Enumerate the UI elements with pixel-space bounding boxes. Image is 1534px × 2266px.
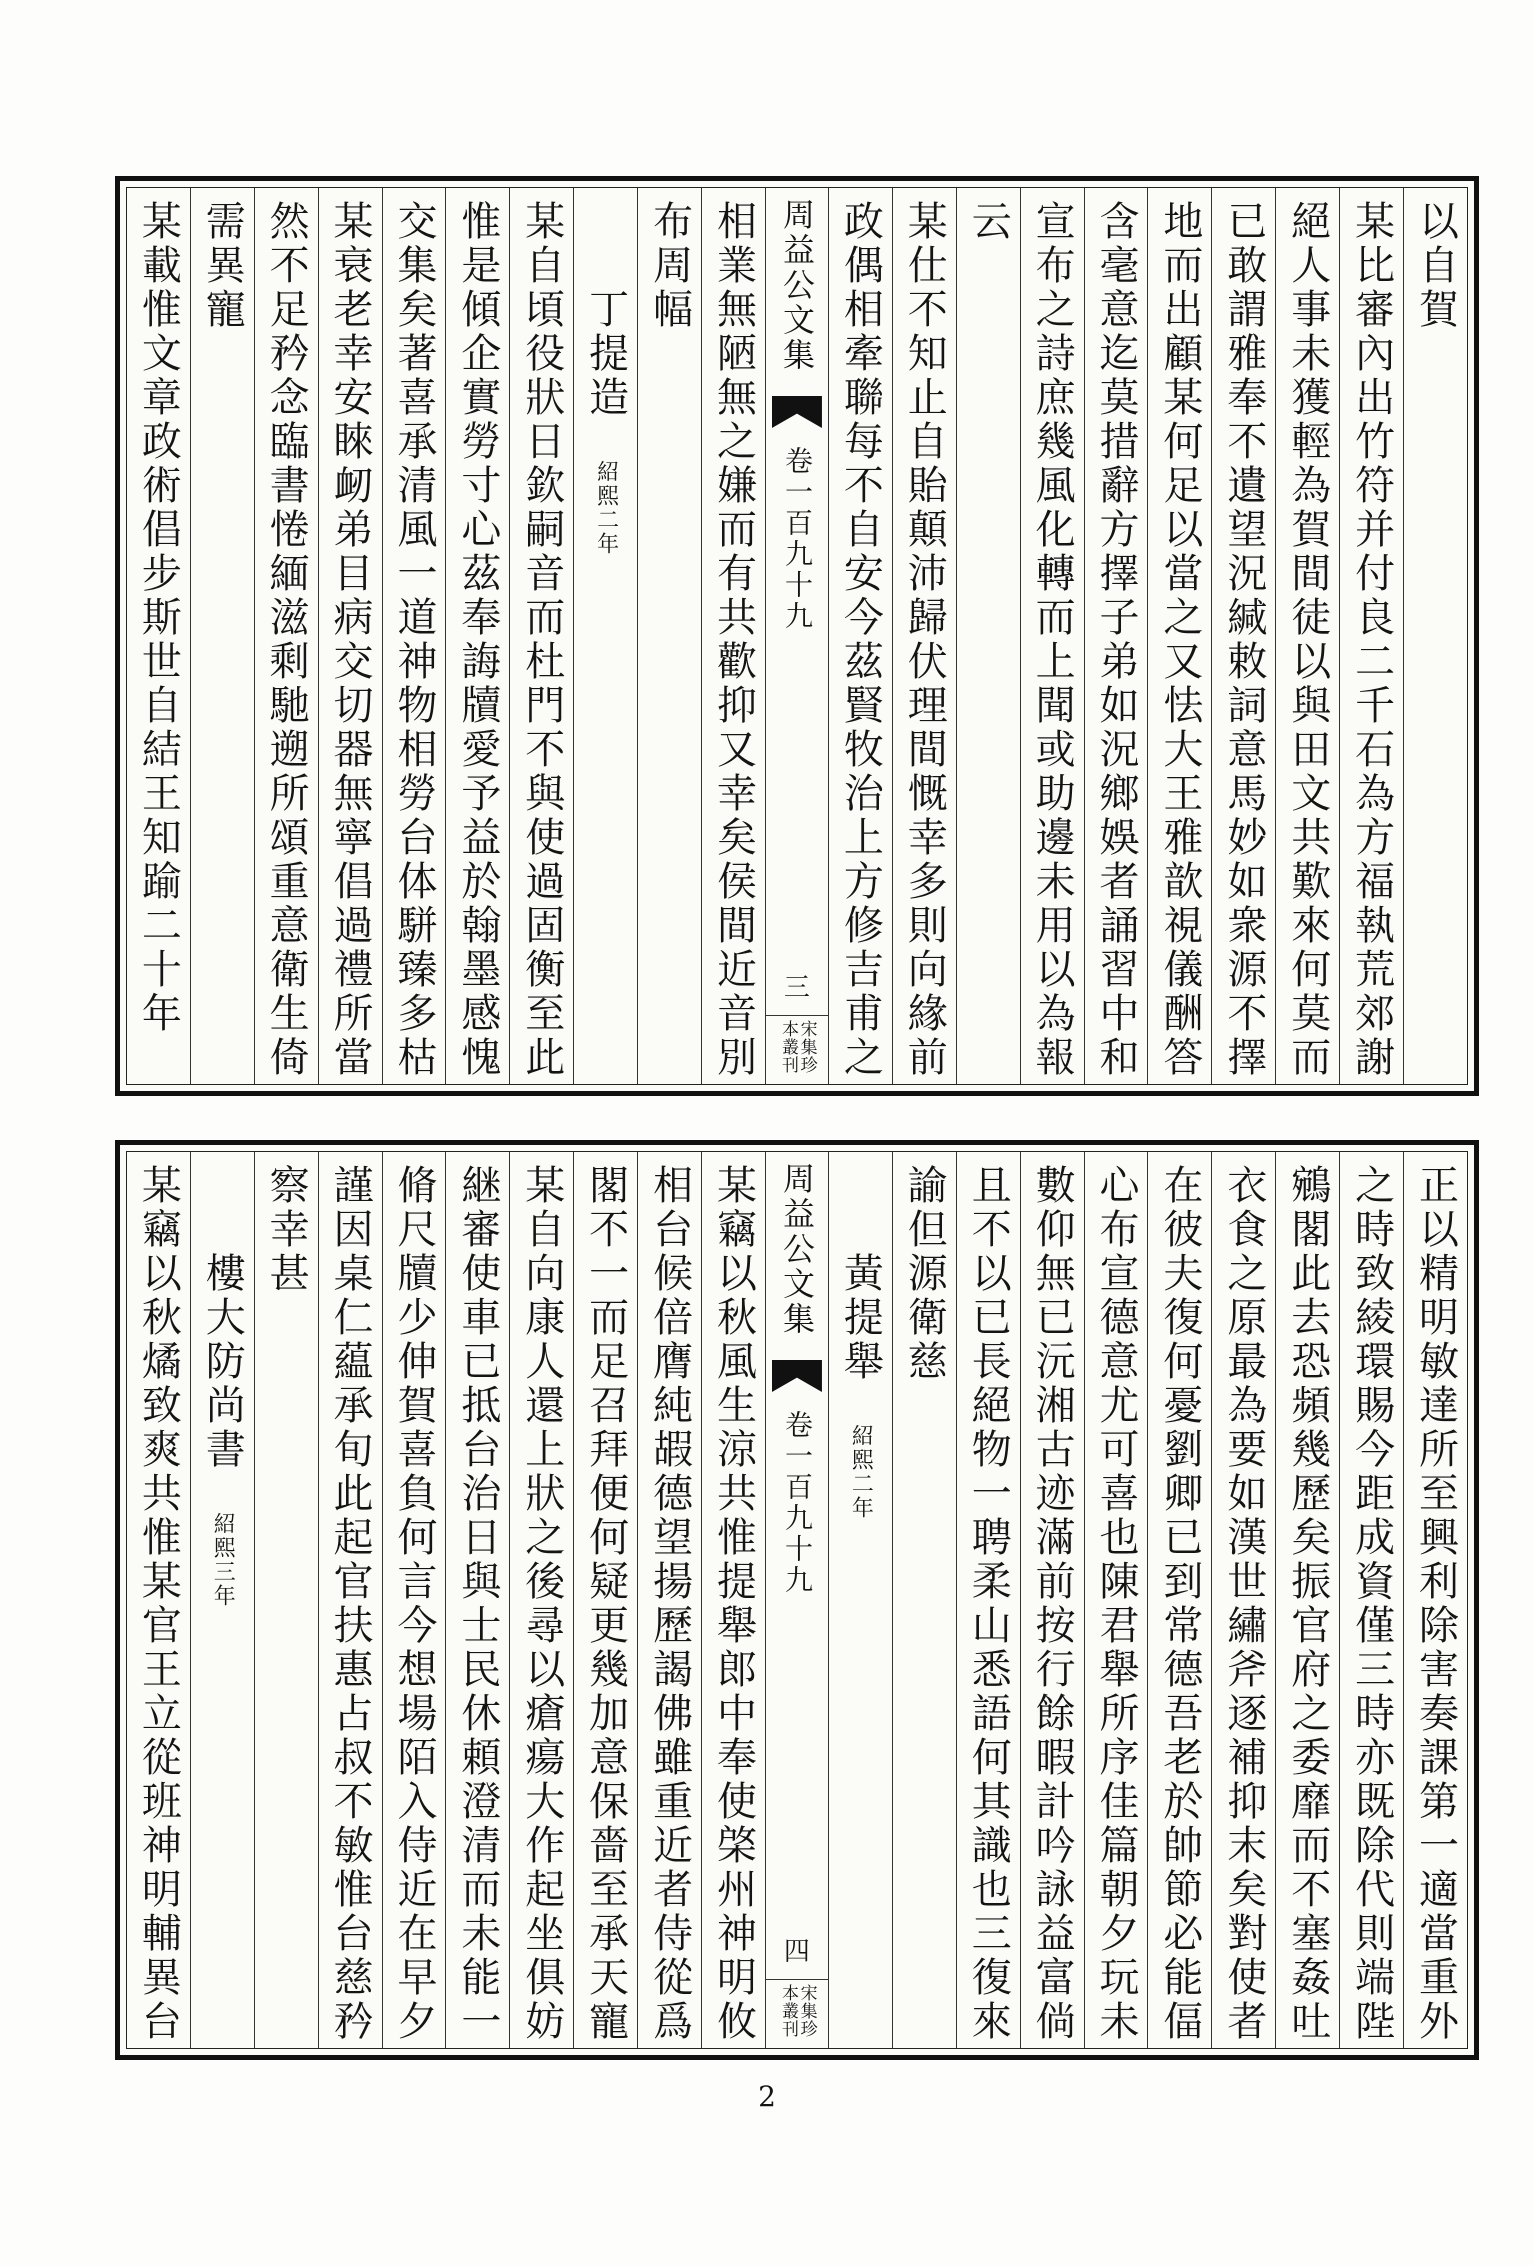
text-column: 絕人事未獲輕為賀間徒以與田文共歎來何莫而 bbox=[1275, 188, 1339, 1084]
text-column: 察幸甚 bbox=[254, 1152, 318, 2048]
text-column: 某仕不知止自貽顛沛歸伏理間慨幸多則向緣前 bbox=[892, 188, 956, 1084]
text-column: 相業無陋無之嫌而有共歡抑又幸矣侯間近音別 bbox=[701, 188, 765, 1084]
text-column: 在彼夫復何憂劉卿已到常德吾老於帥節必能偪 bbox=[1147, 1152, 1211, 2048]
text-column: 継審使車已抵台治日與士民休頼澄清而未能一 bbox=[445, 1152, 509, 2048]
text-column: 某載惟文章政術倡步斯世自結王知踰二十年 bbox=[135, 200, 182, 1036]
letter-date-note: 紹熙二年 bbox=[593, 460, 619, 556]
series-label bbox=[766, 1015, 828, 1084]
center-fold-strip bbox=[765, 1152, 828, 2048]
volume-label: 卷一百九十九 bbox=[780, 1410, 814, 1596]
folio-number: 四 bbox=[783, 1937, 810, 1967]
text-column: 惟是傾企實勞寸心茲奉誨牘愛予益於翰墨感愧 bbox=[445, 188, 509, 1084]
text-column: 布周幅 bbox=[637, 188, 701, 1084]
text-column: 已敢謂雅奉不遺望況緘敕詞意馬妙如衆源不擇 bbox=[1211, 188, 1275, 1084]
letter-heading: 黃提舉 bbox=[837, 1252, 884, 1384]
text-column: 地而出顧某何足以當之又怯大王雅歆視儀酬答 bbox=[1147, 188, 1211, 1084]
text-column: 某衰老幸安睞衂弟目病交切器無寧倡過禮所當 bbox=[318, 188, 382, 1084]
text-column: 謹因桌仁藴承旬此起官扶惠占叔不敏惟台慈矜 bbox=[318, 1152, 382, 2048]
text-column: 某自頃役狀日欽嗣音而杜門不與使過固衡至此 bbox=[509, 188, 573, 1084]
letter-heading-column bbox=[573, 188, 637, 1084]
text-column: 數仰無已沅湘古迹滿前按行餘暇計吟詠益富倘 bbox=[1020, 1152, 1084, 2048]
text-column: 閣不一而足召拜便何疑更幾加意保嗇至承天寵 bbox=[573, 1152, 637, 2048]
text-column: 含毫意迄莫措辭方擇子弟如況鄉娛者誦習中和 bbox=[1084, 188, 1148, 1084]
text-column: 衣食之原最為要如漢世繡斧逐補抑末矣對使者 bbox=[1211, 1152, 1275, 2048]
center-fold-strip bbox=[765, 188, 828, 1084]
text-column: 之時致綾環賜今距成資僅三時亦既除代則端陛 bbox=[1339, 1152, 1403, 2048]
text-column: 脩尺牘少伸賀喜負何言今想場陌入侍近在早夕 bbox=[382, 1152, 446, 2048]
series-label-line: 宋集珍 bbox=[796, 1984, 817, 2038]
series-label bbox=[766, 1979, 828, 2048]
text-column: 然不足矜念臨書惓緬滋剩馳遡所頌重意衛生倚 bbox=[254, 188, 318, 1084]
page-number: 2 bbox=[758, 2080, 776, 2113]
page-top bbox=[115, 176, 1479, 1096]
letter-date-note: 紹熙二年 bbox=[848, 1424, 874, 1520]
text-column: 宣布之詩庶幾風化轉而上聞或助邊未用以為報 bbox=[1020, 188, 1084, 1084]
text-column: 某自向康人還上狀之後尋以瘡瘍大作起坐俱妨 bbox=[509, 1152, 573, 2048]
text-column: 相台候倍膺純嘏德望揚歷謁佛雖重近者侍從爲 bbox=[637, 1152, 701, 2048]
text-column: 正以精明敏達所至興利除害奏課第一適當重外 bbox=[1403, 1152, 1467, 2048]
text-column: 且不以已長絕物一聘柔山悉語何其識也三復來 bbox=[956, 1152, 1020, 2048]
fish-tail-mark-icon bbox=[772, 396, 822, 428]
book-title: 周益公文集 bbox=[777, 1162, 816, 1337]
text-column: 諭但源衛慈 bbox=[892, 1152, 956, 2048]
text-column: 心布宣德意尤可喜也陳君舉所序佳篇朝夕玩未 bbox=[1084, 1152, 1148, 2048]
letter-heading: 丁提造 bbox=[582, 288, 629, 420]
page-bottom bbox=[115, 1140, 1479, 2060]
text-column: 云 bbox=[956, 188, 1020, 1084]
text-column: 交集矣著喜承清風一道神物相勞台体駢臻多枯 bbox=[382, 188, 446, 1084]
book-title: 周益公文集 bbox=[777, 198, 816, 373]
folio-number: 三 bbox=[783, 973, 810, 1003]
text-column: 鵷閣此去恐頻幾歷矣振官府之委靡而不塞姦吐 bbox=[1275, 1152, 1339, 2048]
letter-heading-column bbox=[190, 1152, 254, 2048]
text-column: 某竊以秋燏致爽共惟某官王立從班神明輔異台 bbox=[135, 1164, 182, 2044]
fish-tail-mark-icon bbox=[772, 1360, 822, 1392]
letter-heading-column bbox=[828, 1152, 892, 2048]
text-column: 某竊以秋風生涼共惟提舉郎中奉使棨州神明攸 bbox=[701, 1152, 765, 2048]
text-frame bbox=[126, 187, 1468, 1085]
series-label-line: 本叢刊 bbox=[777, 1984, 798, 2038]
text-column: 需異寵 bbox=[190, 188, 254, 1084]
text-column: 以自賀 bbox=[1403, 188, 1467, 1084]
text-frame bbox=[126, 1151, 1468, 2049]
series-label-line: 宋集珍 bbox=[796, 1020, 817, 1074]
letter-date-note: 紹熙三年 bbox=[210, 1512, 236, 1608]
text-column: 政偶相牽聯每不自安今茲賢牧治上方修吉甫之 bbox=[828, 188, 892, 1084]
text-column: 某比審內出竹符并付良二千石為方福執荒郊謝 bbox=[1339, 188, 1403, 1084]
volume-label: 卷一百九十九 bbox=[780, 446, 814, 632]
series-label-line: 本叢刊 bbox=[777, 1020, 798, 1074]
letter-heading: 樓大防尚書 bbox=[199, 1252, 246, 1472]
